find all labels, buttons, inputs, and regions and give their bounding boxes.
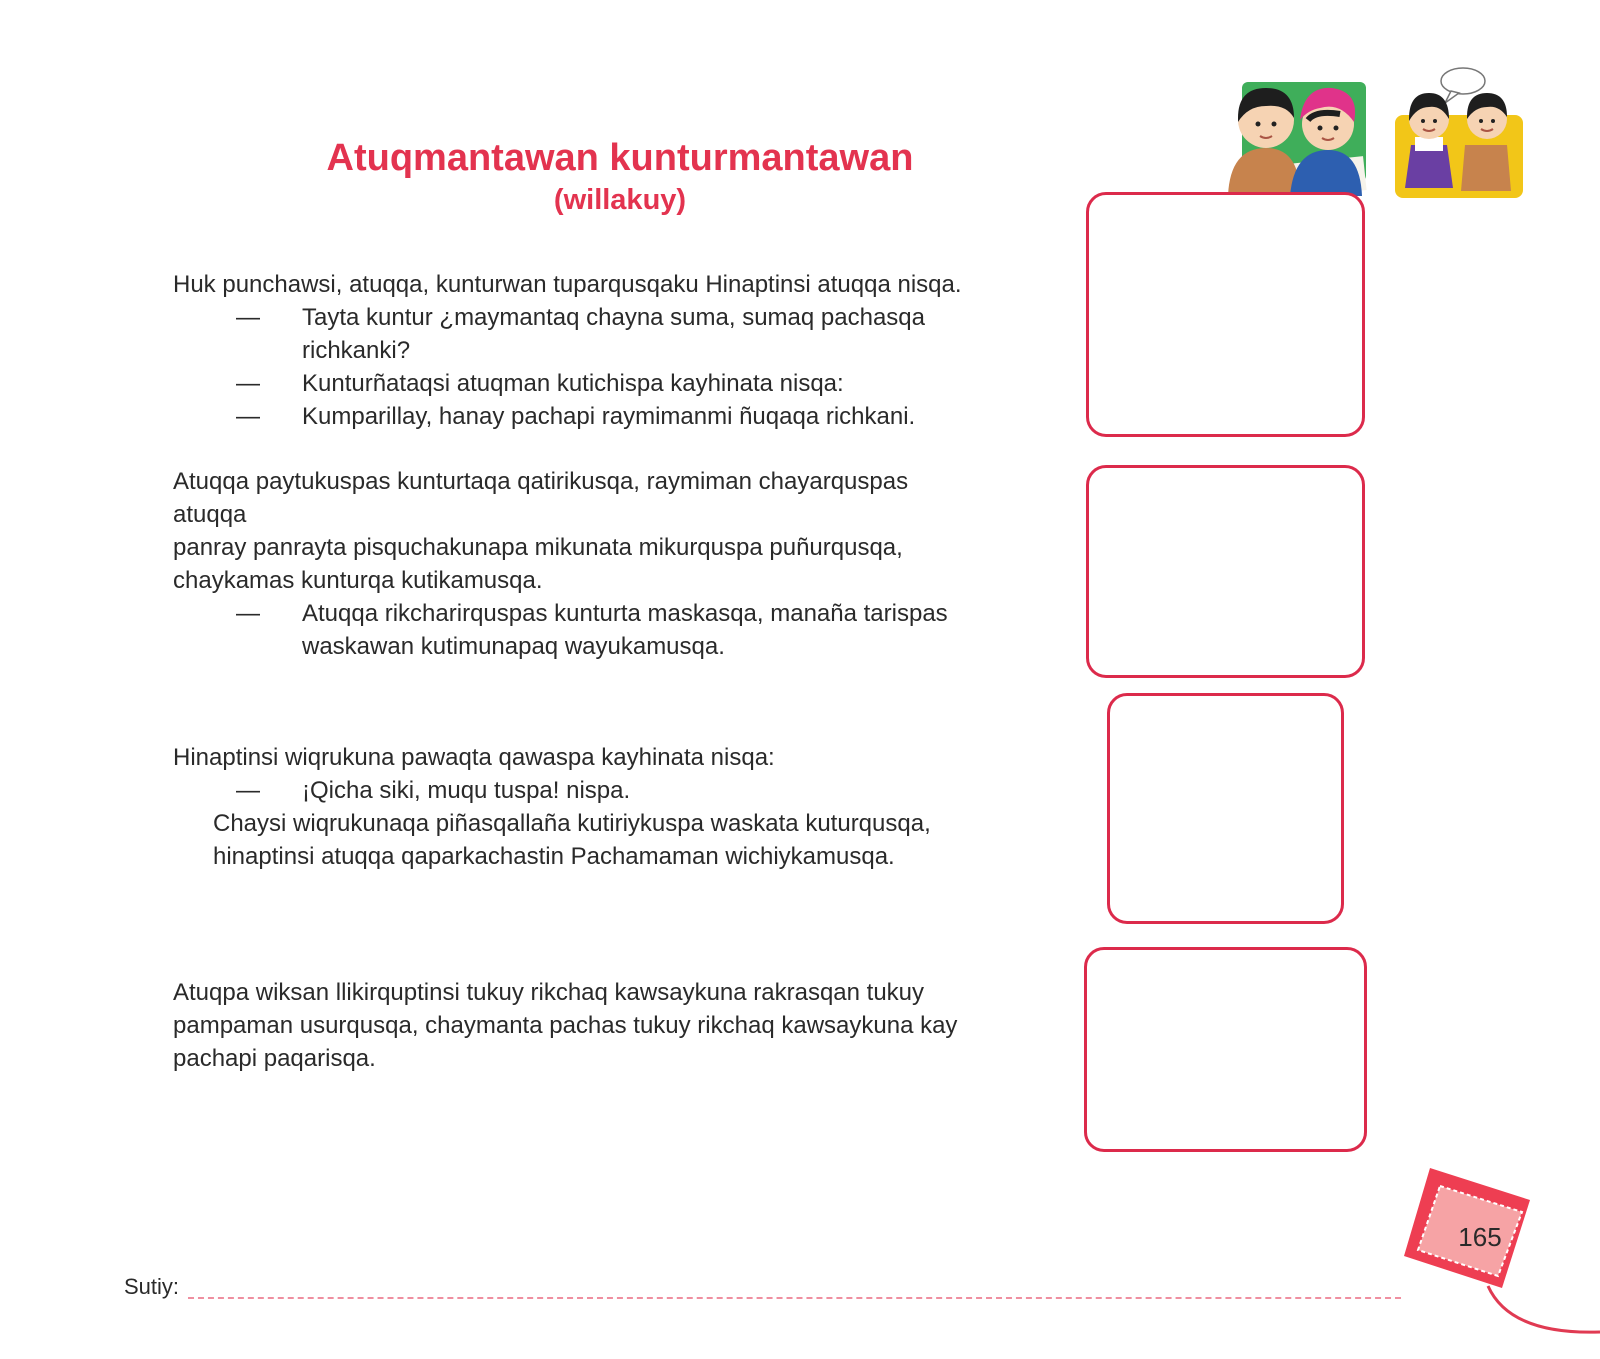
paragraph-line: panray panrayta pisquchakunapa mikunata mikurquspa puñurqusqa,	[173, 534, 903, 561]
page-number: 165	[1458, 1222, 1502, 1252]
bullet-text: waskawan kutimunapaq wayukamusqa.	[302, 633, 725, 660]
bullet-dash: —	[236, 403, 260, 430]
paragraph-1-intro: Huk punchawsi, atuqqa, kunturwan tuparqusqaku Hinaptinsi atuqqa nisqa.	[173, 271, 962, 298]
drawing-box-4[interactable]	[1084, 947, 1367, 1152]
kite-icon	[1400, 1160, 1600, 1354]
list-item	[236, 367, 1056, 400]
bullet-text: Tayta kuntur ¿maymantaq chayna suma, sumaq pachasqa	[302, 304, 925, 331]
bullet-dash: —	[236, 777, 260, 804]
list-item	[236, 400, 1056, 433]
name-label: Sutiy:	[124, 1274, 180, 1299]
bullet-dash: —	[236, 370, 260, 397]
bullet-dash: —	[236, 304, 260, 331]
paragraph-line: pachapi paqarisqa.	[173, 1045, 376, 1072]
drawing-box-3[interactable]	[1107, 693, 1344, 924]
bullet-text: richkanki?	[302, 337, 411, 364]
paragraph-line: chaykamas kunturqa kutikamusqa.	[173, 567, 543, 594]
paragraph-line: hinaptinsi atuqqa qaparkachastin Pachamaman wichiykamusqa.	[213, 843, 895, 870]
bullet-text: Kunturñataqsi atuqman kutichispa kayhinata nisqa:	[302, 370, 844, 397]
drawing-box-1[interactable]	[1086, 192, 1365, 437]
bullet-text: ¡Qicha siki, muqu tuspa! nispa.	[302, 777, 631, 804]
paragraph-line: pampaman usurqusqa, chaymanta pachas tukuy rikchaq kawsaykuna kay	[173, 1012, 958, 1039]
paragraph-2	[173, 465, 1073, 597]
paragraph-line: Chaysi wiqrukunaqa piñasqallaña kutiriykuspa waskata kuturqusqa,	[213, 810, 931, 837]
paragraph-3-intro: Hinaptinsi wiqrukuna pawaqta qawaspa kayhinata nisqa:	[173, 744, 775, 771]
bullet-text: Atuqqa rikcharirquspas kunturta maskasqa, manaña tarispas	[302, 600, 948, 627]
paragraph-4	[173, 976, 1073, 1075]
list-item	[236, 301, 1056, 367]
name-input-line[interactable]	[188, 1297, 1401, 1299]
paragraph-3-body	[213, 807, 1073, 873]
list-item	[236, 774, 1056, 807]
page-subtitle: (willakuy)	[553, 184, 687, 216]
children-talking-illustration	[1395, 63, 1523, 198]
drawing-box-2[interactable]	[1086, 465, 1365, 678]
paragraph-line: atuqqa	[173, 501, 247, 528]
paragraph-line: Atuqqa paytukuspas kunturtaqa qatirikusqa, raymiman chayarquspas	[173, 468, 909, 495]
list-item	[236, 597, 1056, 663]
paragraph-line: Atuqpa wiksan llikirquptinsi tukuy rikchaq kawsaykuna rakrasqan tukuy	[173, 979, 925, 1006]
page-title: Atuqmantawan kunturmantawan	[326, 137, 914, 179]
bullet-dash: —	[236, 600, 260, 627]
children-drawing-illustration	[1220, 78, 1370, 196]
bullet-text: Kumparillay, hanay pachapi raymimanmi ñuqaqa richkani.	[302, 403, 916, 430]
